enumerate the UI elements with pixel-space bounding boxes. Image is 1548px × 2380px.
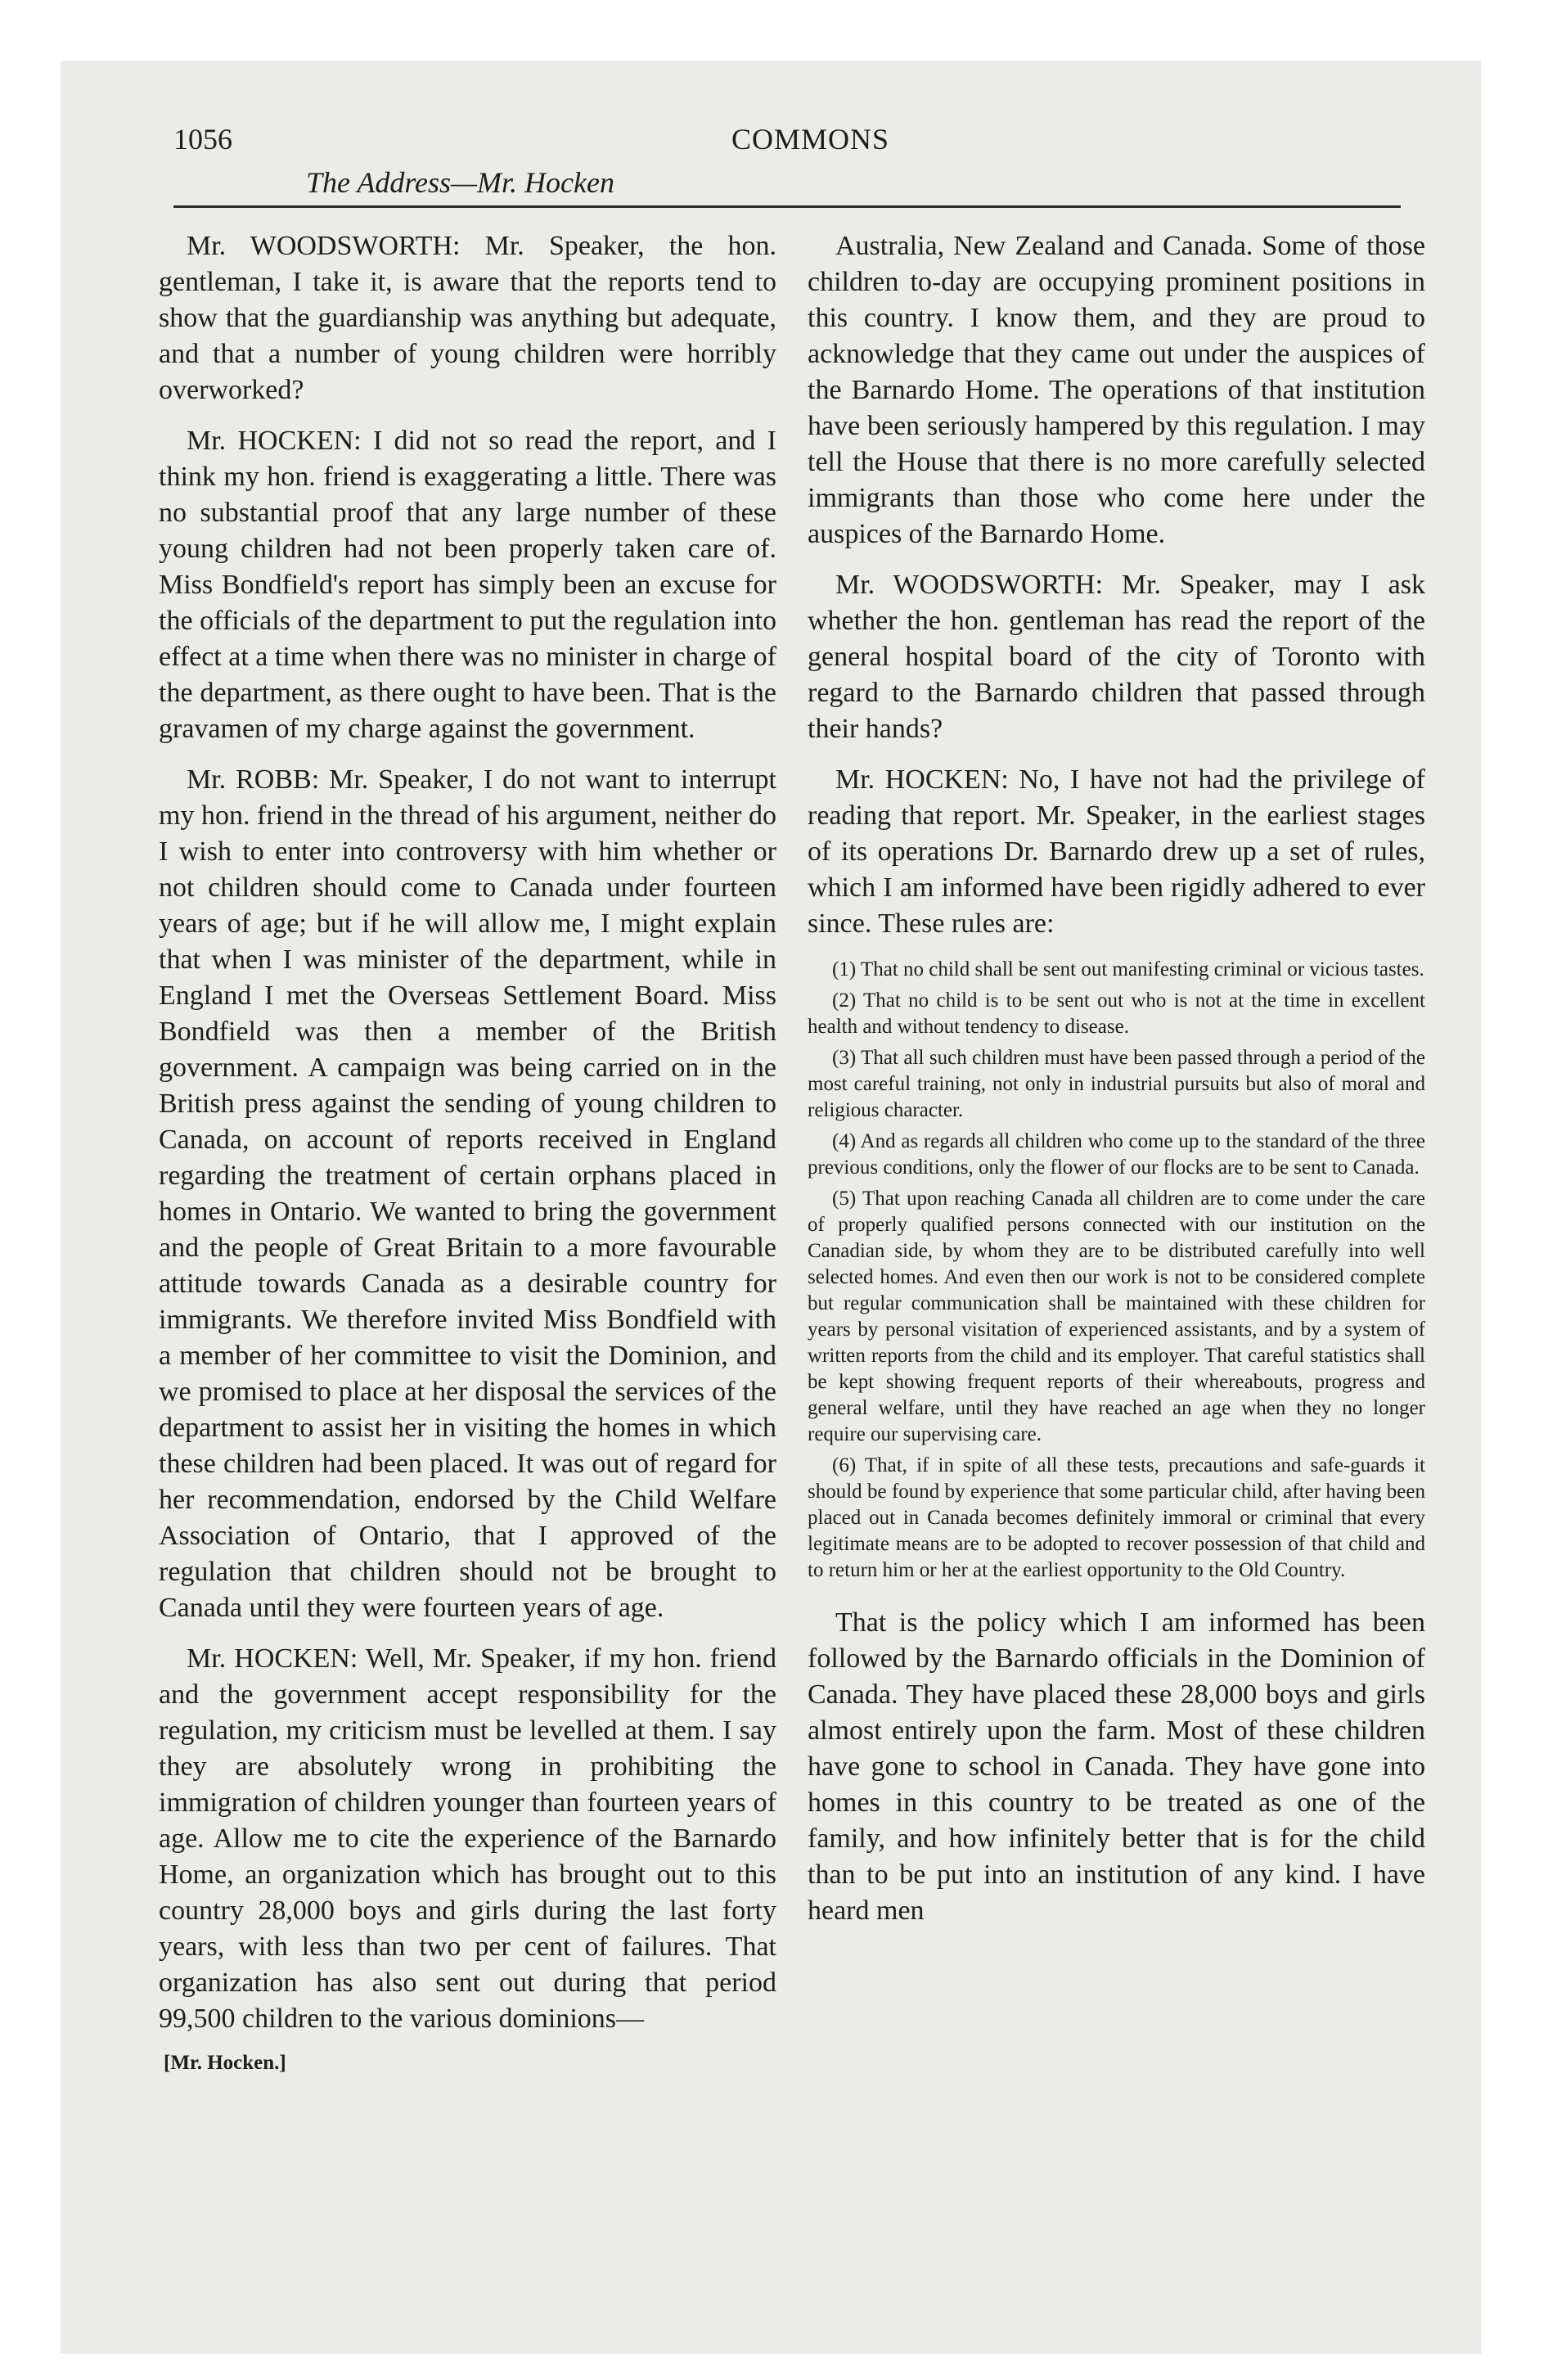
rule-item: (6) That, if in spite of all these tests, precautions and safe-guards it should be found by experience that some particular child, after having been placed out in Canada becomes definitely immoral or criminal that every legitimate means are to be adopted to recover possession of that child and to return him or her at the earliest opportunity to the Old Country. [808,1454,1425,1581]
paragraph: Australia, New Zealand and Canada. Some of those children to-day are occupying prominent positions in this country. I know them, and they are proud to acknowledge that they came out under the auspices of the Barnardo Home. The operations of that institution have been seriously hampered by this regulation. I may tell the House that there is no more carefully selected immigrants than those who come here under the auspices of the Barnardo Home. [808,231,1425,549]
page-header [61,61,1481,224]
section-title: COMMONS [731,123,890,156]
page [61,61,1481,2354]
paragraph: Mr. WOODSWORTH: Mr. Speaker, the hon. gentleman, I take it, is aware that the reports tend to show that the guardianship was anything but adequate, and that a number of young children were horribly overworked? [159,231,776,405]
rule-item: (4) And as regards all children who come up to the standard of the three previous conditions, only the flower of our flocks are to be sent to Canada. [808,1130,1425,1179]
paragraph: Mr. ROBB: Mr. Speaker, I do not want to interrupt my hon. friend in the thread of his argument, neither do I wish to enter into controversy with him whether or not children should come to Canada under fourteen years of age; but if he will allow me, I might explain that when I was minister of the department, while in England I met the Overseas Settlement Board. Miss Bondfield was then a member of the British government. A campaign was being carried on in the British press against the sending of young children to Canada, on account of reports received in England regarding the treatment of certain orphans placed in homes in Ontario. We wanted to bring the government and the people of Great Britain to a more favourable attitude towards Canada as a desirable country for immigrants. We therefore invited Miss Bondfield with a member of her committee to visit the Dominion, and we promised to place at her disposal the services of the department to assist her in visiting the homes in which these children had been placed. It was out of regard for her recommendation, endorsed by the Child Welfare Association of Ontario, that I approved of the regulation that children should not be brought to Canada until they were fourteen years of age. [159,764,776,1623]
page-number: 1056 [173,123,232,156]
paragraph: Mr. WOODSWORTH: Mr. Speaker, may I ask whether the hon. gentleman has read the report of the general hospital board of the city of Toronto with regard to the Barnardo children that passed through their hands? [808,570,1425,744]
rule-item: (5) That upon reaching Canada all children are to come under the care of properly qualified persons connected with our institution on the Canadian side, by whom they are to be distributed carefully into well selected homes. And even then our work is not to be considered complete but regular communication shall be maintained with these children for years by personal visitation of experienced assistants, and by a system of written reports from the child and its employer. That careful statistics shall be kept showing frequent reports of their whereabouts, progress and general welfare, until they have reached an age when they no longer require our supervising care. [808,1188,1425,1445]
rules-list [808,957,1425,1584]
rule-item: (3) That all such children must have been passed through a period of the most careful training, not only in industrial pursuits but also of moral and religious character. [808,1047,1425,1121]
header-rule [173,205,1401,208]
rule-item: (1) That no child shall be sent out manifesting criminal or vicious tastes. [832,958,1424,980]
paragraph: Mr. HOCKEN: No, I have not had the privilege of reading that report. Mr. Speaker, in the earliest stages of its operations Dr. Barnardo drew up a set of rules, which I am informed have been rigidly adhered to ever since. These rules are: [808,764,1425,939]
footer-reference: [Mr. Hocken.] [164,2052,286,2074]
paragraph: Mr. HOCKEN: I did not so read the report, and I think my hon. friend is exaggerating a little. There was no substantial proof that any large number of these young children had not been properly taken care of. Miss Bondfield's report has simply been an excuse for the officials of the department to put the regulation into effect at a time when there was no minister in charge of the department, as there ought to have been. That is the gravamen of my charge against the government. [159,426,776,744]
right-column [808,228,1425,1944]
left-column [159,228,776,2075]
rule-item: (2) That no child is to be sent out who is not at the time in excellent health and without tendency to disease. [808,989,1425,1038]
paragraph: Mr. HOCKEN: Well, Mr. Speaker, if my hon. friend and the government accept responsibility for the regulation, my criticism must be levelled at them. I say they are absolutely wrong in prohibiting the immigration of children younger than fourteen years of age. Allow me to cite the experience of the Barnardo Home, an organization which has brought out to this country 28,000 boys and girls during the last forty years, with less than two per cent of failures. That organization has also sent out during that period 99,500 children to the various dominions— [159,1643,776,2034]
running-title: The Address—Mr. Hocken [306,166,614,199]
paragraph: That is the policy which I am informed has been followed by the Barnardo officials in the Dominion of Canada. They have placed these 28,000 boys and girls almost entirely upon the farm. Most of these children have gone to school in Canada. They have gone into homes in this country to be treated as one of the family, and how infinitely better that is for the child than to be put into an institution of any kind. I have heard men [808,1607,1425,1926]
